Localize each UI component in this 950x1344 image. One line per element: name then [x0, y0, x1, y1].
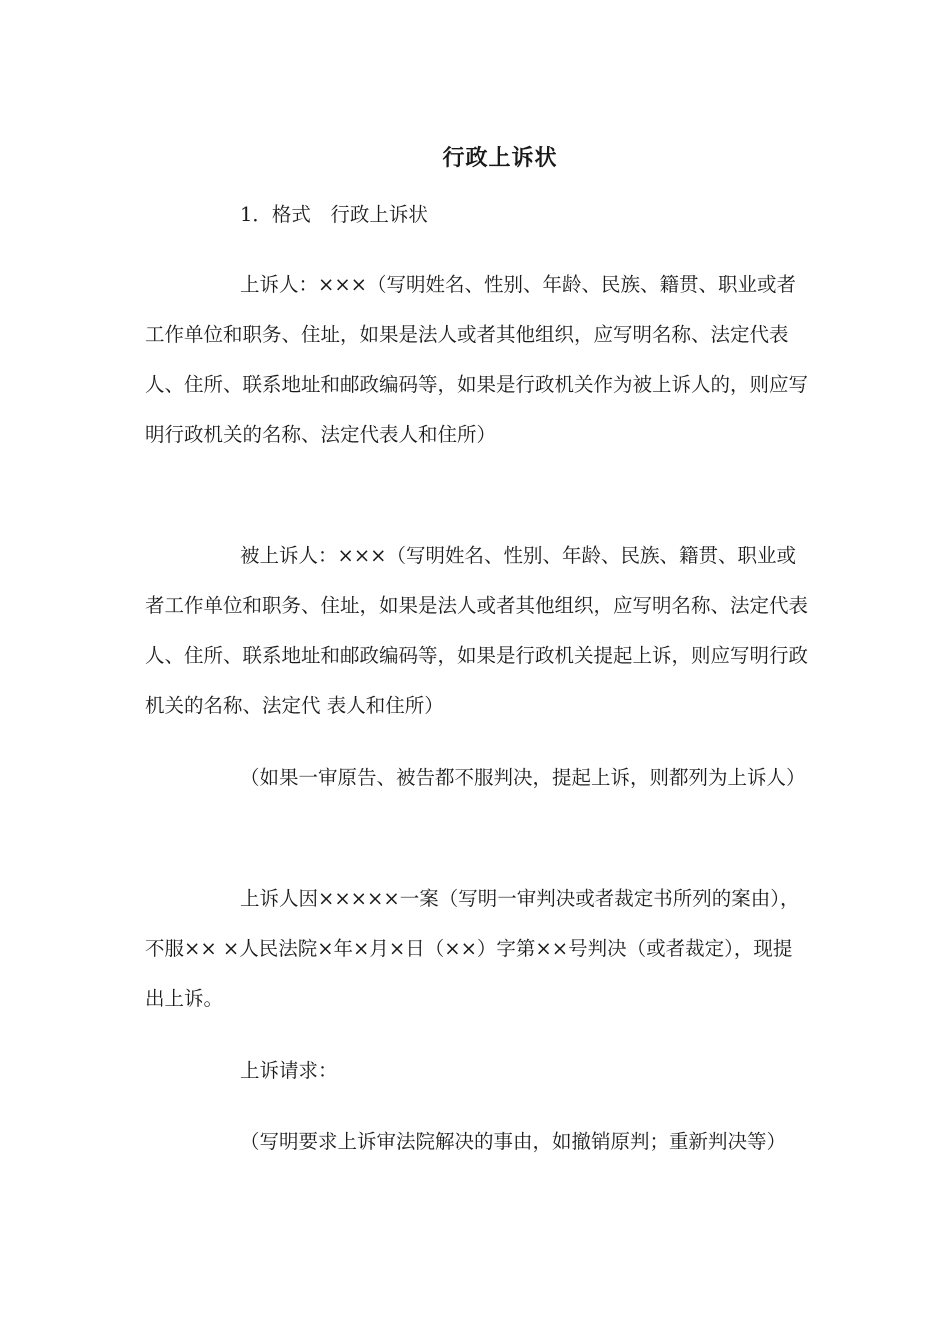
both-parties-note: （如果一审原告、被告都不服判决，提起上诉，则都列为上诉人）	[240, 766, 806, 789]
appellee-paragraph: 被上诉人：×××（写明姓名、性别、年龄、民族、籍贯、职业或者工作单位和职务、住址，如果是法人或者其他组织，应写明名称、法定代表人、住所、联系地址和邮政编码等，如果是行政机关提起上诉，则应写明行政机关的名称、法定代 表人和住所）	[145, 544, 809, 717]
case-cause-paragraph: 上诉人因×××××一案（写明一审判决或者裁定书所列的案由），不服×× ×人民法院×年×月×日（××）字第××号判决（或者裁定），现提出上诉。	[145, 887, 800, 1010]
appeal-request-heading: 上诉请求：	[240, 1059, 338, 1082]
format-heading: 1．格式 行政上诉状	[240, 203, 428, 226]
appellant-paragraph: 上诉人：×××（写明姓名、性别、年龄、民族、籍贯、职业或者工作单位和职务、住址，如果是法人或者其他组织，应写明名称、法定代表人、住所、联系地址和邮政编码等，如果是行政机关作为被上诉人的，则应写明行政机关的名称、法定代表人和住所）	[145, 273, 809, 446]
document-title: 行政上诉状	[442, 144, 558, 171]
appeal-request-note: （写明要求上诉审法院解决的事由，如撤销原判；重新判决等）	[240, 1130, 787, 1153]
